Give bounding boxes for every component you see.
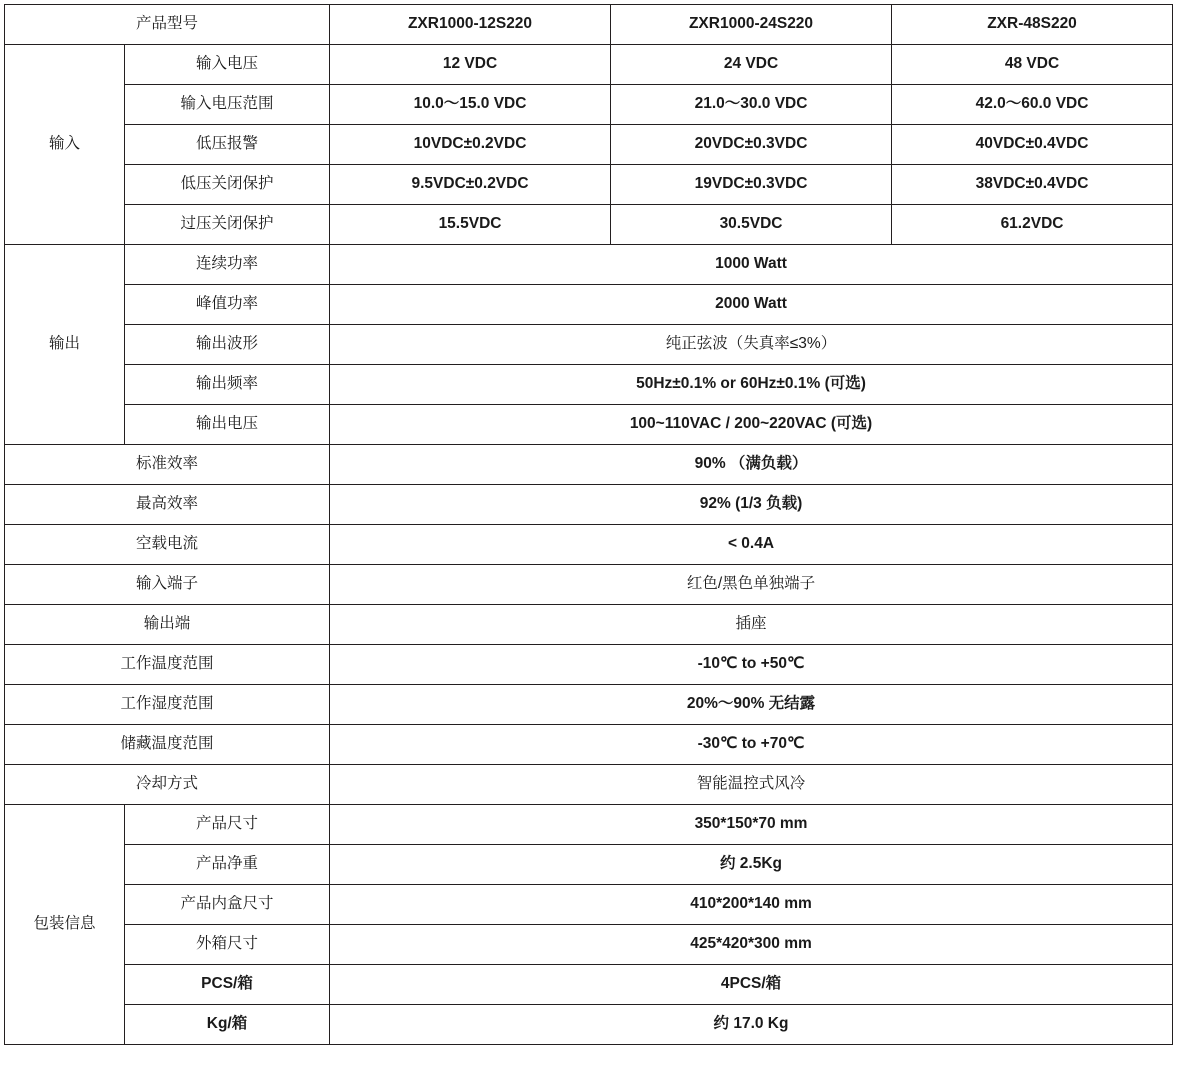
table-row (5, 485, 1173, 525)
table-row (5, 925, 1173, 965)
table-row (5, 885, 1173, 925)
row-value: 1000 Watt (330, 245, 1173, 285)
row-value: 42.0～60.0 VDC (892, 85, 1173, 125)
table-row (5, 765, 1173, 805)
row-value: 38VDC±0.4VDC (892, 165, 1173, 205)
row-value: -10℃ to +50℃ (330, 645, 1173, 685)
row-label: 工作温度范围 (5, 645, 330, 685)
row-value: 15.5VDC (330, 205, 611, 245)
row-value: 20%～90% 无结露 (330, 685, 1173, 725)
row-value: 9.5VDC±0.2VDC (330, 165, 611, 205)
group-label-packing: 包装信息 (5, 805, 125, 1045)
table-row (5, 405, 1173, 445)
table-row (5, 1005, 1173, 1045)
specification-table (4, 4, 1173, 1045)
table-row (5, 245, 1173, 285)
table-row (5, 165, 1173, 205)
row-label: 峰值功率 (125, 285, 330, 325)
row-value: 61.2VDC (892, 205, 1173, 245)
row-label: 输出频率 (125, 365, 330, 405)
row-label: 低压关闭保护 (125, 165, 330, 205)
row-value: 50Hz±0.1% or 60Hz±0.1% (可选) (330, 365, 1173, 405)
row-value: 21.0～30.0 VDC (611, 85, 892, 125)
row-label: 输出波形 (125, 325, 330, 365)
table-row (5, 365, 1173, 405)
row-label: 标准效率 (5, 445, 330, 485)
row-label: 输入电压范围 (125, 85, 330, 125)
group-label-input: 输入 (5, 45, 125, 245)
row-label: 储藏温度范围 (5, 725, 330, 765)
row-value: -30℃ to +70℃ (330, 725, 1173, 765)
row-label: 输入电压 (125, 45, 330, 85)
row-value: 智能温控式风冷 (330, 765, 1173, 805)
row-label: 最高效率 (5, 485, 330, 525)
table-row (5, 85, 1173, 125)
row-value: 20VDC±0.3VDC (611, 125, 892, 165)
row-value: 12 VDC (330, 45, 611, 85)
row-value: 约 17.0 Kg (330, 1005, 1173, 1045)
row-value: 10VDC±0.2VDC (330, 125, 611, 165)
table-row (5, 805, 1173, 845)
row-value: 插座 (330, 605, 1173, 645)
group-label-output: 输出 (5, 245, 125, 445)
row-value: 4PCS/箱 (330, 965, 1173, 1005)
row-value: 2000 Watt (330, 285, 1173, 325)
table-row (5, 965, 1173, 1005)
row-label: 冷却方式 (5, 765, 330, 805)
model-3: ZXR-48S220 (892, 5, 1173, 45)
table-row (5, 205, 1173, 245)
row-value: 92% (1/3 负载) (330, 485, 1173, 525)
table-row (5, 285, 1173, 325)
row-value: 红色/黑色单独端子 (330, 565, 1173, 605)
table-row (5, 685, 1173, 725)
row-label: 低压报警 (125, 125, 330, 165)
table-row (5, 45, 1173, 85)
row-value: 90% （满负载） (330, 445, 1173, 485)
row-label: 连续功率 (125, 245, 330, 285)
row-value: 410*200*140 mm (330, 885, 1173, 925)
table-row (5, 325, 1173, 365)
table-row-header (5, 5, 1173, 45)
row-value: 纯正弦波（失真率≤3%） (330, 325, 1173, 365)
row-value: 425*420*300 mm (330, 925, 1173, 965)
table-row (5, 445, 1173, 485)
table-row (5, 605, 1173, 645)
row-value: 30.5VDC (611, 205, 892, 245)
row-value: 10.0～15.0 VDC (330, 85, 611, 125)
row-value: 48 VDC (892, 45, 1173, 85)
table-row (5, 725, 1173, 765)
table-row (5, 565, 1173, 605)
row-label: 产品尺寸 (125, 805, 330, 845)
row-label: 外箱尺寸 (125, 925, 330, 965)
row-value: < 0.4A (330, 525, 1173, 565)
row-label: 产品净重 (125, 845, 330, 885)
row-value: 40VDC±0.4VDC (892, 125, 1173, 165)
row-label: 输入端子 (5, 565, 330, 605)
row-label: 过压关闭保护 (125, 205, 330, 245)
model-1: ZXR1000-12S220 (330, 5, 611, 45)
row-value: 19VDC±0.3VDC (611, 165, 892, 205)
row-label: 输出端 (5, 605, 330, 645)
model-label: 产品型号 (5, 5, 330, 45)
row-label: 工作湿度范围 (5, 685, 330, 725)
table-row (5, 125, 1173, 165)
row-label: Kg/箱 (125, 1005, 330, 1045)
row-label: 产品内盒尺寸 (125, 885, 330, 925)
row-label: PCS/箱 (125, 965, 330, 1005)
row-label: 输出电压 (125, 405, 330, 445)
table-row (5, 845, 1173, 885)
row-value: 约 2.5Kg (330, 845, 1173, 885)
table-row (5, 645, 1173, 685)
model-2: ZXR1000-24S220 (611, 5, 892, 45)
row-value: 350*150*70 mm (330, 805, 1173, 845)
table-row (5, 525, 1173, 565)
row-label: 空载电流 (5, 525, 330, 565)
row-value: 24 VDC (611, 45, 892, 85)
row-value: 100~110VAC / 200~220VAC (可选) (330, 405, 1173, 445)
